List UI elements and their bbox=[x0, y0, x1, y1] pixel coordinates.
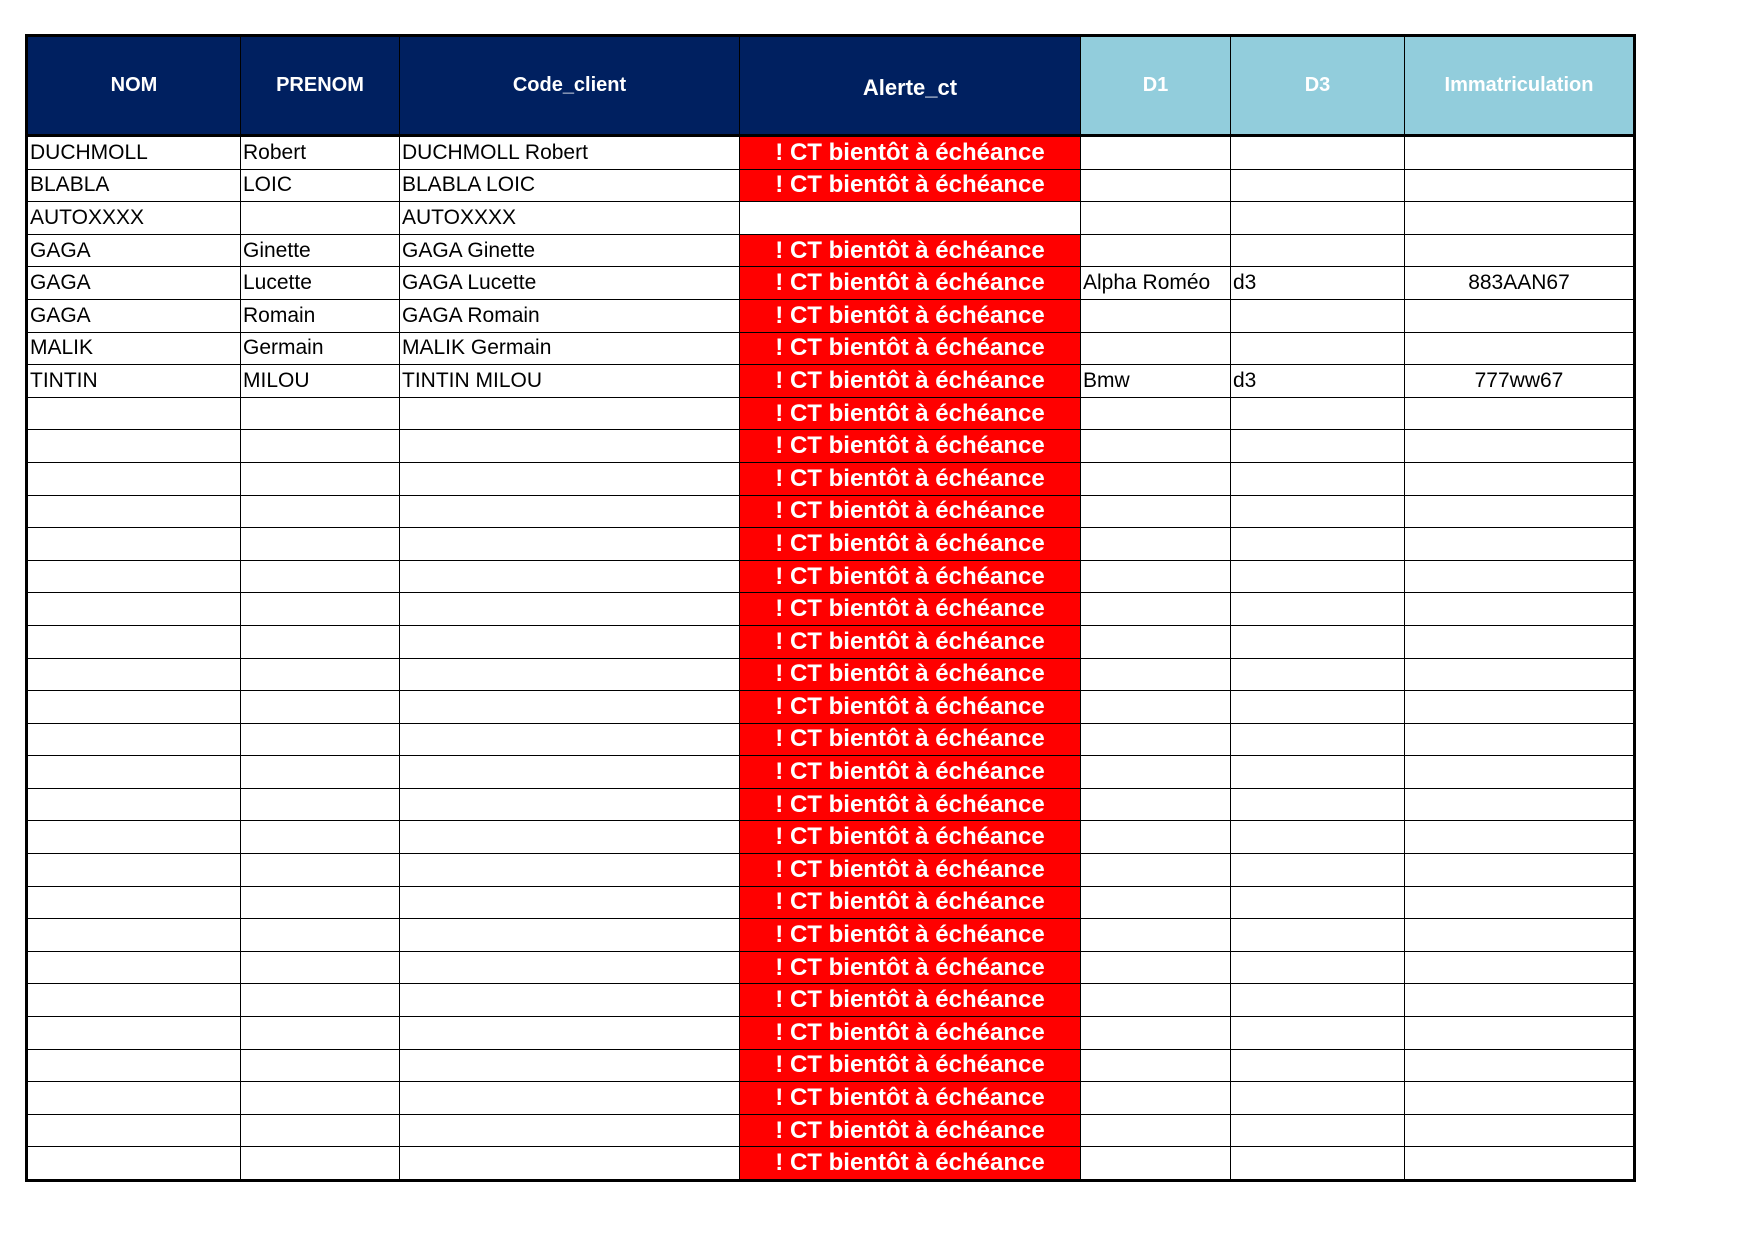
cell-immatriculation[interactable] bbox=[1405, 1049, 1635, 1082]
cell-d1[interactable] bbox=[1081, 1147, 1231, 1181]
table-row bbox=[27, 332, 1635, 365]
table-row bbox=[27, 756, 1635, 789]
cell-nom[interactable] bbox=[27, 1147, 241, 1181]
cell-code-client[interactable] bbox=[400, 1049, 740, 1082]
cell-d3[interactable] bbox=[1231, 430, 1405, 463]
cell-immatriculation[interactable] bbox=[1405, 234, 1635, 267]
cell-code-client[interactable] bbox=[400, 886, 740, 919]
cell-code-client[interactable]: GAGA Lucette bbox=[400, 267, 740, 300]
cell-d3[interactable] bbox=[1231, 202, 1405, 235]
cell-d1[interactable] bbox=[1081, 625, 1231, 658]
cell-d1[interactable] bbox=[1081, 886, 1231, 919]
cell-immatriculation[interactable] bbox=[1405, 202, 1635, 235]
cell-alerte-ct[interactable]: ! CT bientôt à échéance bbox=[740, 1017, 1081, 1050]
cell-alerte-ct[interactable]: ! CT bientôt à échéance bbox=[740, 234, 1081, 267]
table-row bbox=[27, 234, 1635, 267]
cell-d3[interactable]: d3 bbox=[1231, 267, 1405, 300]
cell-nom[interactable] bbox=[27, 691, 241, 724]
cell-d3[interactable] bbox=[1231, 919, 1405, 952]
cell-alerte-ct[interactable] bbox=[740, 202, 1081, 235]
cell-immatriculation[interactable] bbox=[1405, 821, 1635, 854]
cell-nom[interactable] bbox=[27, 658, 241, 691]
cell-code-client[interactable] bbox=[400, 658, 740, 691]
cell-nom[interactable]: GAGA bbox=[27, 267, 241, 300]
cell-code-client[interactable] bbox=[400, 1082, 740, 1115]
cell-nom[interactable] bbox=[27, 919, 241, 952]
cell-d1[interactable] bbox=[1081, 495, 1231, 528]
cell-nom[interactable] bbox=[27, 1114, 241, 1147]
cell-immatriculation[interactable] bbox=[1405, 1147, 1635, 1181]
cell-d3[interactable] bbox=[1231, 528, 1405, 561]
cell-d3[interactable] bbox=[1231, 1114, 1405, 1147]
table-row bbox=[27, 1082, 1635, 1115]
cell-code-client[interactable] bbox=[400, 854, 740, 887]
cell-d3[interactable] bbox=[1231, 560, 1405, 593]
header-alerte-ct[interactable]: Alerte_ct bbox=[740, 36, 1081, 136]
table-row bbox=[27, 495, 1635, 528]
cell-prenom[interactable] bbox=[241, 495, 400, 528]
cell-code-client[interactable]: MALIK Germain bbox=[400, 332, 740, 365]
cell-nom[interactable]: BLABLA bbox=[27, 169, 241, 202]
cell-immatriculation[interactable] bbox=[1405, 1114, 1635, 1147]
table-row bbox=[27, 593, 1635, 626]
cell-alerte-ct[interactable]: ! CT bientôt à échéance bbox=[740, 136, 1081, 170]
cell-d3[interactable] bbox=[1231, 169, 1405, 202]
cell-d3[interactable] bbox=[1231, 332, 1405, 365]
cell-d1[interactable]: Alpha Roméo bbox=[1081, 267, 1231, 300]
cell-alerte-ct[interactable]: ! CT bientôt à échéance bbox=[740, 821, 1081, 854]
cell-d1[interactable] bbox=[1081, 430, 1231, 463]
table-row bbox=[27, 919, 1635, 952]
cell-d1[interactable] bbox=[1081, 919, 1231, 952]
header-immatriculation[interactable]: Immatriculation bbox=[1405, 36, 1635, 136]
cell-immatriculation[interactable] bbox=[1405, 397, 1635, 430]
cell-immatriculation[interactable] bbox=[1405, 136, 1635, 170]
cell-prenom[interactable] bbox=[241, 756, 400, 789]
cell-d3[interactable] bbox=[1231, 299, 1405, 332]
cell-immatriculation[interactable] bbox=[1405, 658, 1635, 691]
table-row bbox=[27, 984, 1635, 1017]
cell-code-client[interactable] bbox=[400, 528, 740, 561]
cell-nom[interactable] bbox=[27, 854, 241, 887]
cell-prenom[interactable] bbox=[241, 951, 400, 984]
cell-d3[interactable] bbox=[1231, 854, 1405, 887]
cell-prenom[interactable]: LOIC bbox=[241, 169, 400, 202]
cell-alerte-ct[interactable]: ! CT bientôt à échéance bbox=[740, 462, 1081, 495]
table-row bbox=[27, 788, 1635, 821]
cell-alerte-ct[interactable]: ! CT bientôt à échéance bbox=[740, 528, 1081, 561]
cell-immatriculation[interactable] bbox=[1405, 332, 1635, 365]
cell-d3[interactable] bbox=[1231, 397, 1405, 430]
cell-immatriculation[interactable] bbox=[1405, 691, 1635, 724]
cell-d3[interactable] bbox=[1231, 593, 1405, 626]
cell-d3[interactable] bbox=[1231, 625, 1405, 658]
cell-alerte-ct[interactable]: ! CT bientôt à échéance bbox=[740, 169, 1081, 202]
cell-prenom[interactable] bbox=[241, 528, 400, 561]
cell-immatriculation[interactable] bbox=[1405, 951, 1635, 984]
cell-nom[interactable] bbox=[27, 821, 241, 854]
cell-d1[interactable] bbox=[1081, 1049, 1231, 1082]
cell-d1[interactable] bbox=[1081, 397, 1231, 430]
cell-code-client[interactable] bbox=[400, 821, 740, 854]
cell-code-client[interactable]: GAGA Ginette bbox=[400, 234, 740, 267]
cell-d3[interactable] bbox=[1231, 658, 1405, 691]
cell-alerte-ct[interactable]: ! CT bientôt à échéance bbox=[740, 332, 1081, 365]
cell-code-client[interactable] bbox=[400, 756, 740, 789]
cell-immatriculation[interactable] bbox=[1405, 299, 1635, 332]
cell-nom[interactable] bbox=[27, 462, 241, 495]
cell-d1[interactable] bbox=[1081, 528, 1231, 561]
table-body bbox=[27, 136, 1635, 1181]
table-row bbox=[27, 267, 1635, 300]
cell-alerte-ct[interactable]: ! CT bientôt à échéance bbox=[740, 951, 1081, 984]
cell-immatriculation[interactable] bbox=[1405, 919, 1635, 952]
cell-code-client[interactable] bbox=[400, 1114, 740, 1147]
cell-prenom[interactable]: MILOU bbox=[241, 365, 400, 398]
cell-nom[interactable]: AUTOXXXX bbox=[27, 202, 241, 235]
cell-nom[interactable] bbox=[27, 1017, 241, 1050]
table-row bbox=[27, 625, 1635, 658]
header-prenom[interactable]: PRENOM bbox=[241, 36, 400, 136]
cell-nom[interactable] bbox=[27, 593, 241, 626]
cell-code-client[interactable]: DUCHMOLL Robert bbox=[400, 136, 740, 170]
header-nom[interactable]: NOM bbox=[27, 36, 241, 136]
table-header bbox=[27, 36, 1635, 136]
table-row bbox=[27, 299, 1635, 332]
header-d3[interactable]: D3 bbox=[1231, 36, 1405, 136]
cell-d3[interactable] bbox=[1231, 951, 1405, 984]
cell-d1[interactable] bbox=[1081, 658, 1231, 691]
cell-prenom[interactable] bbox=[241, 886, 400, 919]
cell-d3[interactable] bbox=[1231, 821, 1405, 854]
cell-d1[interactable] bbox=[1081, 821, 1231, 854]
cell-nom[interactable]: DUCHMOLL bbox=[27, 136, 241, 170]
cell-immatriculation[interactable] bbox=[1405, 1082, 1635, 1115]
cell-d1[interactable] bbox=[1081, 169, 1231, 202]
cell-nom[interactable] bbox=[27, 495, 241, 528]
cell-prenom[interactable] bbox=[241, 691, 400, 724]
table-row bbox=[27, 136, 1635, 170]
cell-d3[interactable] bbox=[1231, 1049, 1405, 1082]
cell-d3[interactable] bbox=[1231, 495, 1405, 528]
table-row bbox=[27, 691, 1635, 724]
cell-prenom[interactable] bbox=[241, 593, 400, 626]
header-code-client[interactable]: Code_client bbox=[400, 36, 740, 136]
cell-immatriculation[interactable]: 883AAN67 bbox=[1405, 267, 1635, 300]
cell-code-client[interactable] bbox=[400, 462, 740, 495]
cell-immatriculation[interactable]: 777ww67 bbox=[1405, 365, 1635, 398]
cell-d3[interactable] bbox=[1231, 886, 1405, 919]
cell-nom[interactable] bbox=[27, 397, 241, 430]
cell-code-client[interactable]: GAGA Romain bbox=[400, 299, 740, 332]
cell-prenom[interactable]: Romain bbox=[241, 299, 400, 332]
header-d1[interactable]: D1 bbox=[1081, 36, 1231, 136]
cell-d3[interactable] bbox=[1231, 788, 1405, 821]
cell-d1[interactable] bbox=[1081, 1017, 1231, 1050]
cell-code-client[interactable] bbox=[400, 951, 740, 984]
cell-d3[interactable] bbox=[1231, 1147, 1405, 1181]
cell-d3[interactable] bbox=[1231, 723, 1405, 756]
cell-immatriculation[interactable] bbox=[1405, 788, 1635, 821]
table-row bbox=[27, 723, 1635, 756]
cell-alerte-ct[interactable]: ! CT bientôt à échéance bbox=[740, 658, 1081, 691]
cell-alerte-ct[interactable]: ! CT bientôt à échéance bbox=[740, 854, 1081, 887]
cell-prenom[interactable] bbox=[241, 854, 400, 887]
cell-d1[interactable] bbox=[1081, 202, 1231, 235]
cell-code-client[interactable] bbox=[400, 1147, 740, 1181]
cell-d1[interactable] bbox=[1081, 691, 1231, 724]
cell-d3[interactable] bbox=[1231, 1082, 1405, 1115]
cell-immatriculation[interactable] bbox=[1405, 854, 1635, 887]
cell-d1[interactable] bbox=[1081, 299, 1231, 332]
cell-d3[interactable]: d3 bbox=[1231, 365, 1405, 398]
cell-alerte-ct[interactable]: ! CT bientôt à échéance bbox=[740, 495, 1081, 528]
table-row bbox=[27, 202, 1635, 235]
cell-prenom[interactable] bbox=[241, 430, 400, 463]
cell-code-client[interactable]: AUTOXXXX bbox=[400, 202, 740, 235]
cell-prenom[interactable] bbox=[241, 462, 400, 495]
cell-nom[interactable] bbox=[27, 560, 241, 593]
cell-d1[interactable] bbox=[1081, 560, 1231, 593]
cell-alerte-ct[interactable]: ! CT bientôt à échéance bbox=[740, 430, 1081, 463]
cell-alerte-ct[interactable]: ! CT bientôt à échéance bbox=[740, 593, 1081, 626]
cell-alerte-ct[interactable]: ! CT bientôt à échéance bbox=[740, 1049, 1081, 1082]
table-row bbox=[27, 854, 1635, 887]
cell-code-client[interactable] bbox=[400, 691, 740, 724]
cell-code-client[interactable] bbox=[400, 560, 740, 593]
cell-immatriculation[interactable] bbox=[1405, 169, 1635, 202]
cell-alerte-ct[interactable]: ! CT bientôt à échéance bbox=[740, 691, 1081, 724]
cell-code-client[interactable] bbox=[400, 1017, 740, 1050]
cell-nom[interactable]: TINTIN bbox=[27, 365, 241, 398]
table-row bbox=[27, 951, 1635, 984]
cell-alerte-ct[interactable]: ! CT bientôt à échéance bbox=[740, 1147, 1081, 1181]
cell-immatriculation[interactable] bbox=[1405, 756, 1635, 789]
cell-nom[interactable]: GAGA bbox=[27, 299, 241, 332]
cell-prenom[interactable] bbox=[241, 821, 400, 854]
table-row bbox=[27, 560, 1635, 593]
cell-code-client[interactable]: TINTIN MILOU bbox=[400, 365, 740, 398]
cell-nom[interactable]: GAGA bbox=[27, 234, 241, 267]
table-row bbox=[27, 821, 1635, 854]
cell-alerte-ct[interactable]: ! CT bientôt à échéance bbox=[740, 984, 1081, 1017]
cell-nom[interactable] bbox=[27, 788, 241, 821]
table-row bbox=[27, 462, 1635, 495]
cell-prenom[interactable]: Ginette bbox=[241, 234, 400, 267]
table-row bbox=[27, 169, 1635, 202]
cell-code-client[interactable] bbox=[400, 625, 740, 658]
cell-d1[interactable] bbox=[1081, 854, 1231, 887]
cell-alerte-ct[interactable]: ! CT bientôt à échéance bbox=[740, 1082, 1081, 1115]
cell-nom[interactable] bbox=[27, 528, 241, 561]
cell-d1[interactable] bbox=[1081, 1082, 1231, 1115]
cell-d1[interactable] bbox=[1081, 951, 1231, 984]
table-row bbox=[27, 1049, 1635, 1082]
cell-nom[interactable] bbox=[27, 1049, 241, 1082]
table-row bbox=[27, 1017, 1635, 1050]
cell-alerte-ct[interactable]: ! CT bientôt à échéance bbox=[740, 723, 1081, 756]
cell-immatriculation[interactable] bbox=[1405, 528, 1635, 561]
cell-code-client[interactable] bbox=[400, 788, 740, 821]
cell-d3[interactable] bbox=[1231, 984, 1405, 1017]
cell-prenom[interactable] bbox=[241, 1147, 400, 1181]
cell-d1[interactable] bbox=[1081, 756, 1231, 789]
cell-immatriculation[interactable] bbox=[1405, 625, 1635, 658]
cell-prenom[interactable] bbox=[241, 560, 400, 593]
cell-prenom[interactable]: Germain bbox=[241, 332, 400, 365]
cell-d1[interactable] bbox=[1081, 788, 1231, 821]
cell-immatriculation[interactable] bbox=[1405, 560, 1635, 593]
cell-code-client[interactable] bbox=[400, 430, 740, 463]
cell-nom[interactable] bbox=[27, 886, 241, 919]
cell-prenom[interactable] bbox=[241, 723, 400, 756]
cell-d1[interactable] bbox=[1081, 234, 1231, 267]
cell-d3[interactable] bbox=[1231, 756, 1405, 789]
table-row bbox=[27, 528, 1635, 561]
cell-alerte-ct[interactable]: ! CT bientôt à échéance bbox=[740, 1114, 1081, 1147]
cell-d1[interactable] bbox=[1081, 723, 1231, 756]
cell-d3[interactable] bbox=[1231, 234, 1405, 267]
client-table bbox=[25, 34, 1636, 1182]
cell-alerte-ct[interactable]: ! CT bientôt à échéance bbox=[740, 788, 1081, 821]
cell-d1[interactable] bbox=[1081, 332, 1231, 365]
cell-prenom[interactable] bbox=[241, 788, 400, 821]
cell-d1[interactable] bbox=[1081, 1114, 1231, 1147]
table-row bbox=[27, 1114, 1635, 1147]
cell-prenom[interactable] bbox=[241, 397, 400, 430]
cell-alerte-ct[interactable]: ! CT bientôt à échéance bbox=[740, 397, 1081, 430]
cell-immatriculation[interactable] bbox=[1405, 723, 1635, 756]
cell-nom[interactable] bbox=[27, 951, 241, 984]
cell-nom[interactable] bbox=[27, 625, 241, 658]
cell-alerte-ct[interactable]: ! CT bientôt à échéance bbox=[740, 560, 1081, 593]
table-row bbox=[27, 397, 1635, 430]
cell-prenom[interactable]: Robert bbox=[241, 136, 400, 170]
cell-d3[interactable] bbox=[1231, 1017, 1405, 1050]
cell-alerte-ct[interactable]: ! CT bientôt à échéance bbox=[740, 886, 1081, 919]
cell-nom[interactable] bbox=[27, 756, 241, 789]
cell-prenom[interactable] bbox=[241, 1082, 400, 1115]
cell-nom[interactable] bbox=[27, 1082, 241, 1115]
cell-immatriculation[interactable] bbox=[1405, 462, 1635, 495]
cell-prenom[interactable] bbox=[241, 1049, 400, 1082]
cell-nom[interactable]: MALIK bbox=[27, 332, 241, 365]
cell-immatriculation[interactable] bbox=[1405, 1017, 1635, 1050]
cell-alerte-ct[interactable]: ! CT bientôt à échéance bbox=[740, 365, 1081, 398]
cell-code-client[interactable] bbox=[400, 984, 740, 1017]
table-row bbox=[27, 430, 1635, 463]
cell-d1[interactable] bbox=[1081, 984, 1231, 1017]
cell-d1[interactable] bbox=[1081, 136, 1231, 170]
cell-prenom[interactable] bbox=[241, 1017, 400, 1050]
cell-code-client[interactable] bbox=[400, 397, 740, 430]
cell-d1[interactable]: Bmw bbox=[1081, 365, 1231, 398]
cell-code-client[interactable] bbox=[400, 723, 740, 756]
cell-d1[interactable] bbox=[1081, 593, 1231, 626]
cell-immatriculation[interactable] bbox=[1405, 430, 1635, 463]
table-row bbox=[27, 365, 1635, 398]
cell-d3[interactable] bbox=[1231, 691, 1405, 724]
cell-code-client[interactable] bbox=[400, 495, 740, 528]
cell-code-client[interactable] bbox=[400, 593, 740, 626]
cell-d1[interactable] bbox=[1081, 462, 1231, 495]
cell-nom[interactable] bbox=[27, 723, 241, 756]
cell-d3[interactable] bbox=[1231, 462, 1405, 495]
table-row bbox=[27, 658, 1635, 691]
cell-nom[interactable] bbox=[27, 984, 241, 1017]
cell-alerte-ct[interactable]: ! CT bientôt à échéance bbox=[740, 267, 1081, 300]
cell-code-client[interactable]: BLABLA LOIC bbox=[400, 169, 740, 202]
table-row bbox=[27, 1147, 1635, 1181]
table-row bbox=[27, 886, 1635, 919]
cell-prenom[interactable] bbox=[241, 202, 400, 235]
header-row bbox=[27, 36, 1635, 136]
cell-immatriculation[interactable] bbox=[1405, 886, 1635, 919]
cell-code-client[interactable] bbox=[400, 919, 740, 952]
cell-immatriculation[interactable] bbox=[1405, 593, 1635, 626]
cell-alerte-ct[interactable]: ! CT bientôt à échéance bbox=[740, 299, 1081, 332]
cell-alerte-ct[interactable]: ! CT bientôt à échéance bbox=[740, 919, 1081, 952]
cell-alerte-ct[interactable]: ! CT bientôt à échéance bbox=[740, 625, 1081, 658]
cell-prenom[interactable] bbox=[241, 658, 400, 691]
cell-prenom[interactable] bbox=[241, 1114, 400, 1147]
cell-d3[interactable] bbox=[1231, 136, 1405, 170]
cell-prenom[interactable]: Lucette bbox=[241, 267, 400, 300]
cell-immatriculation[interactable] bbox=[1405, 495, 1635, 528]
cell-prenom[interactable] bbox=[241, 919, 400, 952]
cell-immatriculation[interactable] bbox=[1405, 984, 1635, 1017]
cell-prenom[interactable] bbox=[241, 984, 400, 1017]
cell-nom[interactable] bbox=[27, 430, 241, 463]
cell-alerte-ct[interactable]: ! CT bientôt à échéance bbox=[740, 756, 1081, 789]
cell-prenom[interactable] bbox=[241, 625, 400, 658]
